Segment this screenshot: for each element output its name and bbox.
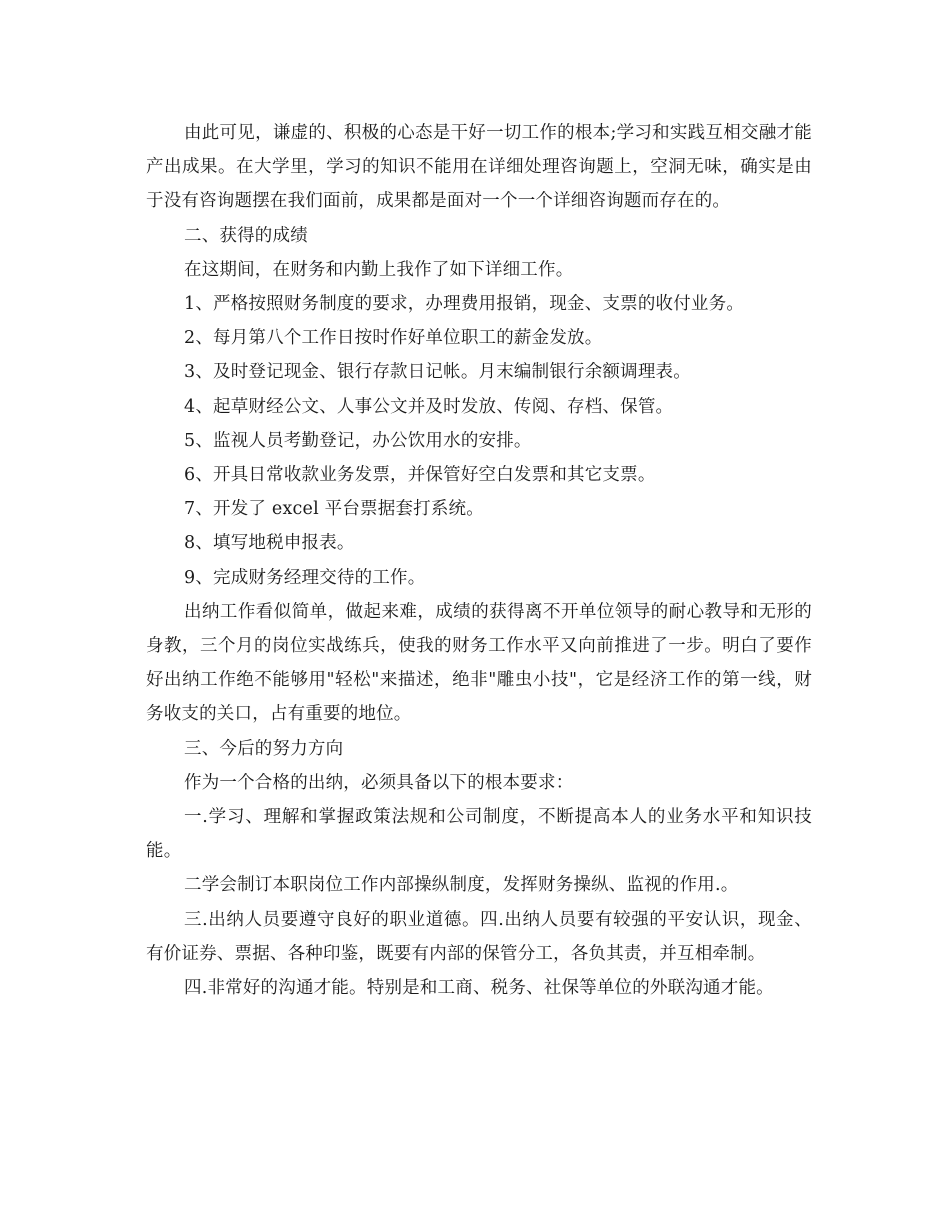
list-item-6: 6、开具日常收款业务发票，并保管好空白发票和其它支票。 bbox=[184, 465, 656, 486]
paragraph-requirements-intro: 作为一个合格的出纳，必须具备以下的根本要求： bbox=[184, 772, 574, 793]
list-item-1: 1、严格按照财务制度的要求，办理费用报销，现金、支票的收付业务。 bbox=[184, 294, 745, 315]
document-body bbox=[146, 116, 812, 1005]
paragraph-mindset: 由此可见，谦虚的、积极的心态是干好一切工作的根本;学习和实践互相交融才能产出成果。在大学里，学习的知识不能用在详细处理咨询题上，空洞无味，确实是由于没有咨询题摆在我们面前，成果都是面对一个一个详细咨询题而存在的。 bbox=[146, 123, 812, 212]
list-item-9: 9、完成财务经理交待的工作。 bbox=[184, 567, 426, 588]
requirement-2: 二学会制订本职岗位工作内部操纵制度，发挥财务操纵、监视的作用.。 bbox=[184, 875, 739, 896]
requirement-communication: 四.非常好的沟通才能。特别是和工商、税务、社保等单位的外联沟通才能。 bbox=[184, 978, 774, 999]
list-item-2: 2、每月第八个工作日按时作好单位职工的薪金发放。 bbox=[184, 328, 603, 349]
requirement-1: 一.学习、理解和掌握政策法规和公司制度，不断提高本人的业务水平和知识技能。 bbox=[146, 807, 812, 862]
list-item-8: 8、填写地税申报表。 bbox=[184, 533, 355, 554]
paragraph-cashier-reflection: 出纳工作看似简单，做起来难，成绩的获得离不开单位领导的耐心教导和无形的身教，三个月的岗位实战练兵，使我的财务工作水平又向前推进了一步。明白了要作好出纳工作绝不能够用"轻松"来描述，绝非"雕虫小技"，它是经济工作的第一线，财务收支的关口，占有重要的地位。 bbox=[146, 601, 812, 725]
list-item-7: 7、开发了 excel 平台票据套打系统。 bbox=[184, 499, 484, 520]
heading-future-direction: 三、今后的努力方向 bbox=[184, 738, 344, 759]
list-item-4: 4、起草财经公文、人事公文并及时发放、传阅、存档、保管。 bbox=[184, 396, 674, 417]
heading-achievements: 二、获得的成绩 bbox=[184, 225, 308, 246]
requirement-3-4: 三.出纳人员要遵守良好的职业道德。四.出纳人员要有较强的平安认识，现金、有价证券、票据、各种印鉴，既要有内部的保管分工，各负其责，并互相牵制。 bbox=[146, 909, 812, 964]
list-item-3: 3、及时登记现金、银行存款日记帐。月末编制银行余额调理表。 bbox=[184, 362, 691, 383]
list-item-5: 5、监视人员考勤登记，办公饮用水的安排。 bbox=[184, 430, 532, 451]
paragraph-work-intro: 在这期间，在财务和内勤上我作了如下详细工作。 bbox=[184, 259, 574, 280]
